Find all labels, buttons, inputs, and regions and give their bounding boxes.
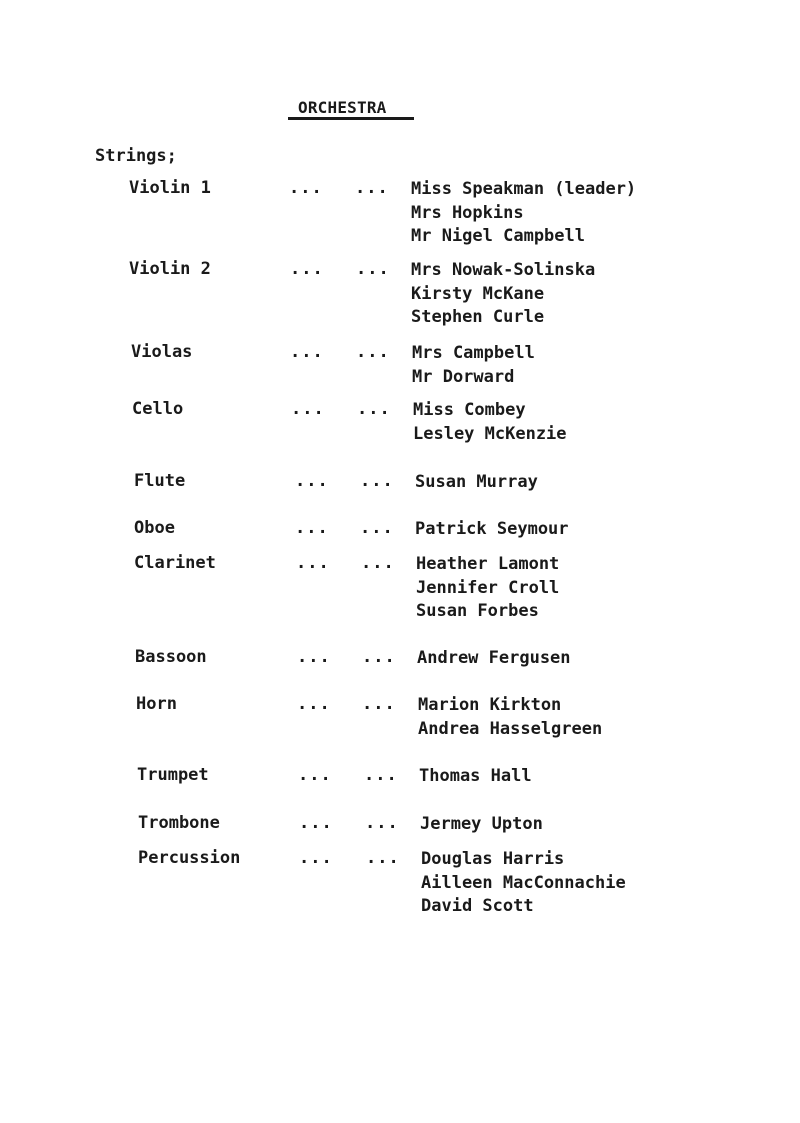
instrument-label: Clarinet <box>134 553 216 573</box>
player-list <box>415 518 569 542</box>
leader-dots: ... <box>295 471 329 491</box>
player-name: Andrea Hasselgreen <box>418 718 603 739</box>
leader-dots: ... <box>362 647 396 667</box>
instrument-label: Trumpet <box>137 765 209 785</box>
leader-dots: ... <box>356 342 390 362</box>
instrument-label: Cello <box>132 399 184 419</box>
instrument-label: Horn <box>136 694 177 714</box>
player-name: Miss Combey <box>413 400 526 420</box>
leader-dots: ... <box>296 553 330 573</box>
player-name: Mr Dorward <box>412 366 515 387</box>
leader-dots: ... <box>290 342 324 362</box>
leader-dots: ... <box>290 259 324 279</box>
player-list <box>415 471 538 495</box>
player-name: Kirsty McKane <box>411 283 545 304</box>
instrument-label: Violas <box>131 342 193 362</box>
leader-dots: ... <box>360 518 394 538</box>
player-list <box>411 259 595 330</box>
player-name: Heather Lamont <box>416 554 560 574</box>
leader-dots: ... <box>360 471 394 491</box>
instrument-label: Violin 2 <box>129 259 211 279</box>
instrument-label: Bassoon <box>135 647 207 667</box>
player-name: Jermey Upton <box>420 814 543 834</box>
leader-dots: ... <box>299 813 333 833</box>
leader-dots: ... <box>362 694 396 714</box>
leader-dots: ... <box>355 178 389 198</box>
player-list <box>413 399 567 446</box>
leader-dots: ... <box>365 813 399 833</box>
player-name: Stephen Curle <box>411 307 545 327</box>
player-name: Mrs Hopkins <box>411 202 524 223</box>
player-name: Jennifer Croll <box>416 577 560 598</box>
player-list <box>418 694 602 741</box>
instrument-label: Trombone <box>138 813 220 833</box>
player-name: Patrick Seymour <box>415 519 569 539</box>
instrument-label: Flute <box>134 471 186 491</box>
player-name: Mrs Nowak-Solinska <box>411 260 596 280</box>
player-name: Miss Speakman (leader) <box>411 179 637 199</box>
leader-dots: ... <box>361 553 395 573</box>
leader-dots: ... <box>297 647 331 667</box>
instrument-label: Oboe <box>134 518 175 538</box>
leader-dots: ... <box>299 848 333 868</box>
player-list <box>417 647 571 671</box>
instrument-label: Percussion <box>138 848 241 868</box>
player-name: Lesley McKenzie <box>413 423 567 444</box>
player-name: Douglas Harris <box>421 849 565 869</box>
leader-dots: ... <box>295 518 329 538</box>
player-list <box>416 553 559 624</box>
leader-dots: ... <box>291 399 325 419</box>
title-underline <box>288 117 414 120</box>
player-list <box>421 848 626 919</box>
player-name: Mr Nigel Campbell <box>411 226 585 246</box>
player-list <box>420 813 543 837</box>
player-name: Mrs Campbell <box>412 343 535 363</box>
player-list <box>412 342 535 389</box>
section-label-strings: Strings; <box>95 146 177 166</box>
player-name: Susan Forbes <box>416 601 539 621</box>
leader-dots: ... <box>357 399 391 419</box>
player-list <box>419 765 532 789</box>
leader-dots: ... <box>298 765 332 785</box>
leader-dots: ... <box>364 765 398 785</box>
player-name: Marion Kirkton <box>418 695 562 715</box>
player-name: Susan Murray <box>415 472 538 492</box>
player-list <box>411 178 636 249</box>
instrument-label: Violin 1 <box>129 178 211 198</box>
player-name: David Scott <box>421 896 534 916</box>
leader-dots: ... <box>289 178 323 198</box>
leader-dots: ... <box>366 848 400 868</box>
player-name: Andrew Fergusen <box>417 648 571 668</box>
page-title: ORCHESTRA <box>298 98 387 117</box>
player-name: Thomas Hall <box>419 766 532 786</box>
player-name: Ailleen MacConnachie <box>421 872 626 893</box>
leader-dots: ... <box>297 694 331 714</box>
leader-dots: ... <box>356 259 390 279</box>
